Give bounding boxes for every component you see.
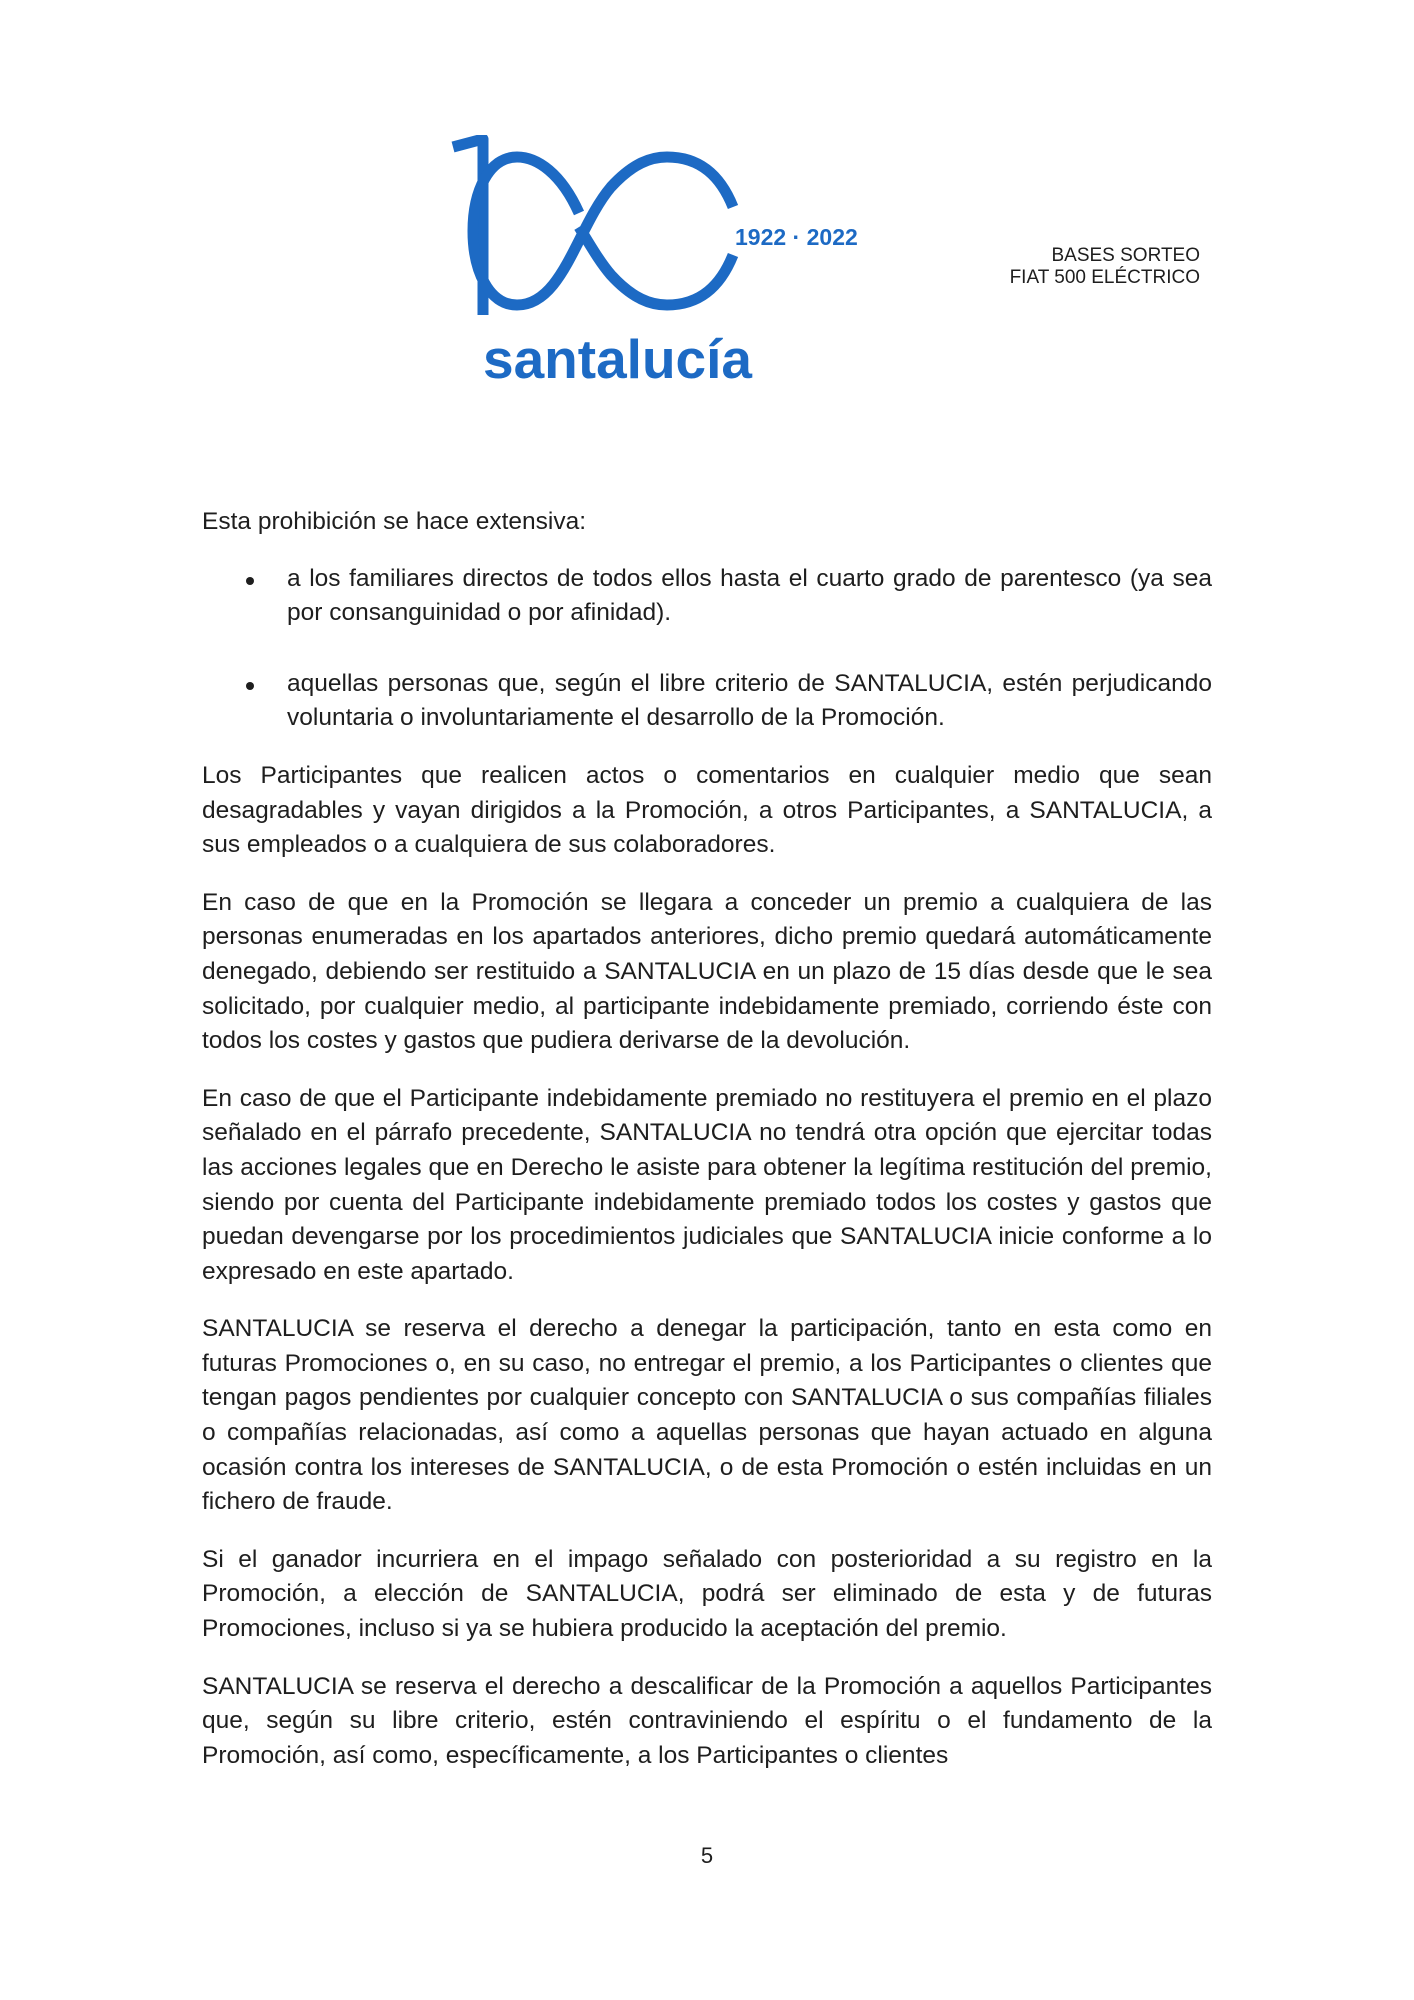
body-paragraph: En caso de que el Participante indebidamente premiado no restituyera el premio en el plazo señalado en el párrafo precedente, SANTALUCIA no tendrá otra opción que ejercitar todas las acciones legales que en Derecho le asiste para obtener la legítima restitución del premio, siendo por cuenta del Participante indebidamente premiado todos los costes y gastos que puedan devengarse por los procedimientos judiciales que SANTALUCIA inicie conforme a lo expresado en este apartado. — [202, 1084, 1212, 1285]
body-paragraph: SANTALUCIA se reserva el derecho a denegar la participación, tanto en esta como en futuras Promociones o, en su caso, no entregar el premio, a los Participantes o clientes que tengan pagos pendientes por cualquier concepto con SANTALUCIA o sus compañías filiales o compañías relacionadas, así como a aquellas personas que hayan actuado en alguna ocasión contra los intereses de SANTALUCIA, o de esta Promoción o estén incluidas en un fichero de fraude. — [202, 1315, 1212, 1516]
bullet-list — [202, 562, 1212, 736]
document-header — [1010, 245, 1200, 289]
bullet-text: a los familiares directos de todos ellos hasta el cuarto grado de parentesco (ya sea por consanguinidad o por afinidad). — [287, 564, 1212, 627]
document-body — [202, 505, 1212, 1796]
body-paragraph: Si el ganador incurriera en el impago señalado con posterioridad a su registro en la Promoción, a elección de SANTALUCIA, podrá ser eliminado de esta y de futuras Promociones, incluso si ya se hubiera producido la aceptación del premio. — [202, 1545, 1212, 1643]
page-number: 5 — [700, 1843, 714, 1868]
bullet-text: aquellas personas que, según el libre criterio de SANTALUCIA, estén perjudicando voluntaria o involuntariamente el desarrollo de la Promoción. — [287, 669, 1212, 732]
bullet-item — [202, 562, 1212, 631]
logo-graphic — [445, 135, 895, 395]
santalucia-100-logo — [445, 135, 895, 395]
bullet-dot-icon — [246, 577, 254, 585]
intro-paragraph: Esta prohibición se hace extensiva: — [202, 508, 587, 535]
bullet-item — [202, 667, 1212, 736]
logo-brand: santalucía — [483, 328, 753, 390]
logo-years: 1922 · 2022 — [735, 224, 858, 250]
logo-infinity-zeros — [473, 157, 733, 305]
body-paragraph: Los Participantes que realicen actos o comentarios en cualquier medio que sean desagradables y vayan dirigidos a la Promoción, a otros Participantes, a SANTALUCIA, a sus empleados o a cualquiera de sus colaboradores. — [202, 761, 1212, 859]
body-paragraph: En caso de que en la Promoción se llegara a conceder un premio a cualquiera de las personas enumeradas en los apartados anteriores, dicho premio quedará automáticamente denegado, debiendo ser restituido a SANTALUCIA en un plazo de 15 días desde que le sea solicitado, por cualquier medio, al participante indebidamente premiado, corriendo éste con todos los costes y gastos que pudiera derivarse de la devolución. — [202, 888, 1212, 1055]
body-paragraph: SANTALUCIA se reserva el derecho a descalificar de la Promoción a aquellos Participantes que, según su libre criterio, estén contraviniendo el espíritu o el fundamento de la Promoción, así como, específicamente, a los Participantes o clientes — [202, 1672, 1212, 1769]
header-line-1: BASES SORTEO — [1051, 245, 1200, 266]
header-line-2: FIAT 500 ELÉCTRICO — [1009, 267, 1200, 288]
bullet-dot-icon — [246, 682, 254, 690]
